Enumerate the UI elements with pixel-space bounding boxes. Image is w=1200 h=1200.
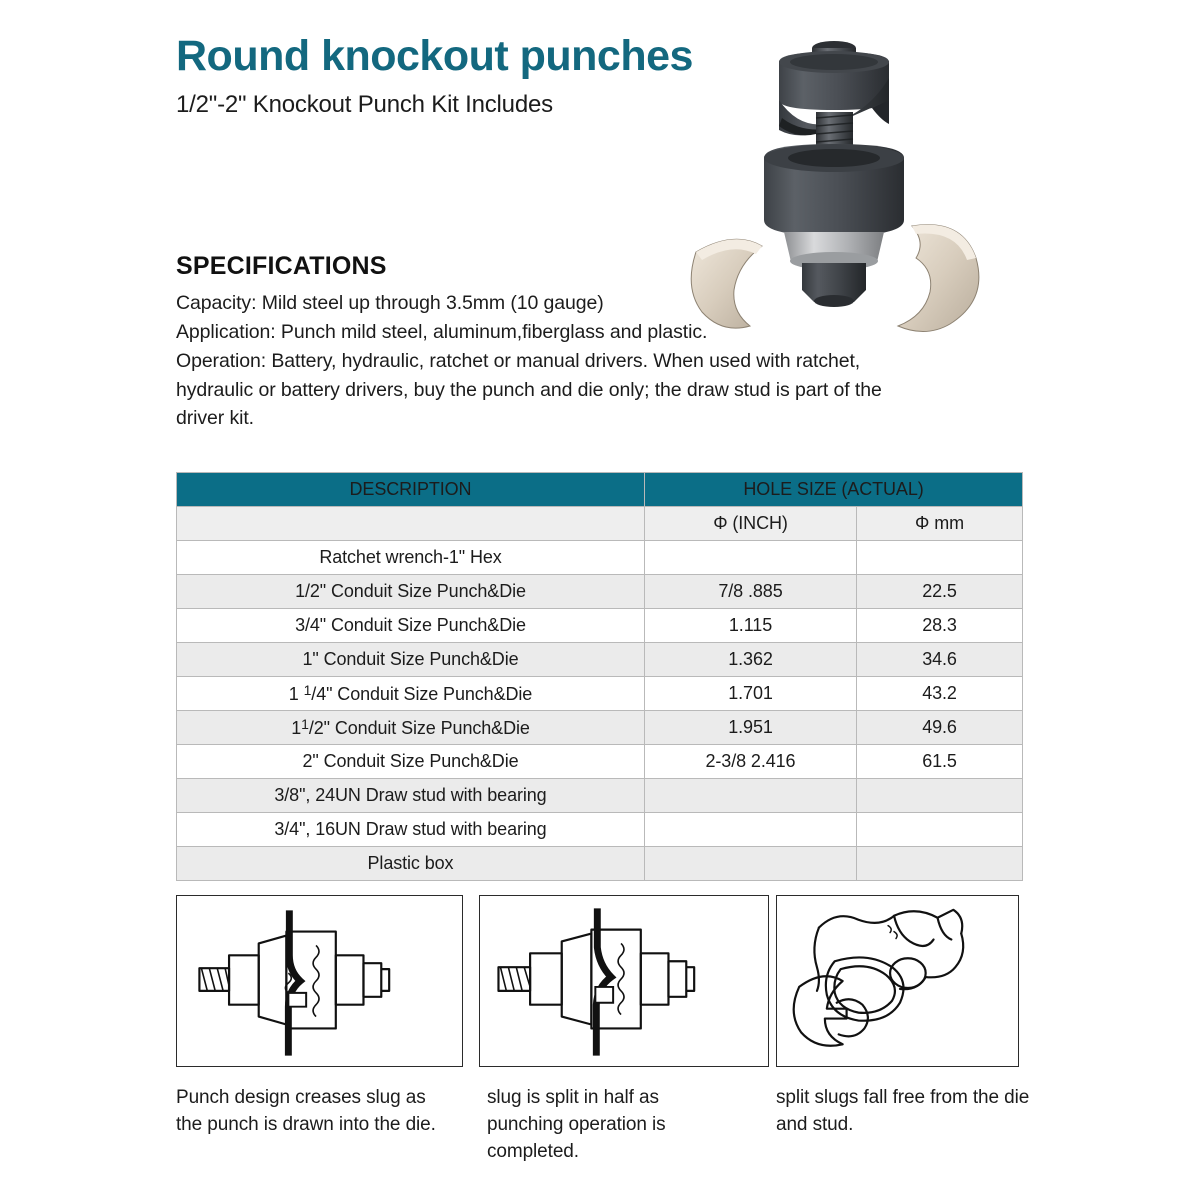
cell-hole-size-mm bbox=[857, 847, 1023, 881]
fraction-numerator: 1 bbox=[301, 716, 309, 733]
cell-description: 1" Conduit Size Punch&Die bbox=[177, 643, 645, 677]
stud-threads bbox=[500, 967, 530, 991]
specifications-heading: SPECIFICATIONS bbox=[176, 252, 387, 280]
cell-hole-size-inch bbox=[645, 779, 857, 813]
cell-hole-size-inch bbox=[645, 813, 857, 847]
sheet-metal-crease bbox=[288, 914, 300, 1052]
page-subtitle: 1/2"-2" Knockout Punch Kit Includes bbox=[176, 91, 553, 119]
diagram-caption-3: split slugs fall free from the die and stud. bbox=[776, 1087, 1030, 1135]
punch-collar bbox=[530, 953, 562, 1004]
diagram-caption-1: Punch design creases slug as the punch is drawn into the die. bbox=[176, 1087, 436, 1135]
split-slug-right bbox=[898, 225, 979, 332]
die-bore bbox=[788, 149, 880, 167]
cell-hole-size-inch bbox=[645, 847, 857, 881]
cell-hole-size-inch bbox=[645, 541, 857, 575]
cell-hole-size-mm: 22.5 bbox=[857, 575, 1023, 609]
die-block bbox=[286, 932, 335, 1029]
cell-hole-size-mm: 49.6 bbox=[857, 711, 1023, 745]
cell-description: $1^1/2$" Conduit Size Punch&Die bbox=[177, 711, 645, 745]
slug-fragment bbox=[288, 993, 306, 1007]
die-nut bbox=[668, 961, 686, 997]
stud-threads bbox=[201, 968, 229, 991]
table-body bbox=[177, 541, 1023, 881]
cell-hole-size-mm bbox=[857, 779, 1023, 813]
spec-operation: Operation: Battery, hydraulic, ratchet or manual drivers. When used with ratchet, hydraulic or battery drivers, buy the punch and die only; the draw stud is part of the driver kit. bbox=[176, 349, 882, 430]
cell-hole-size-mm: 28.3 bbox=[857, 609, 1023, 643]
internal-threads bbox=[618, 943, 624, 1014]
cell-hole-size-mm: 34.6 bbox=[857, 643, 1023, 677]
cell-hole-size-inch: 2-3/8 2.416 bbox=[645, 745, 857, 779]
cell-description: 3/8", 24UN Draw stud with bearing bbox=[177, 779, 645, 813]
hand-right-outline bbox=[926, 934, 964, 978]
subheader-blank bbox=[177, 507, 645, 541]
cell-hole-size-inch: 1.362 bbox=[645, 643, 857, 677]
subheader-mm: Φ mm bbox=[857, 507, 1023, 541]
table-subheader-row bbox=[177, 507, 1023, 541]
table-row bbox=[177, 677, 1023, 711]
table-row bbox=[177, 575, 1023, 609]
table-row bbox=[177, 745, 1023, 779]
cell-description: 3/4", 16UN Draw stud with bearing bbox=[177, 813, 645, 847]
table-row bbox=[177, 779, 1023, 813]
cell-description: Ratchet wrench-1" Hex bbox=[177, 541, 645, 575]
cell-hole-size-mm bbox=[857, 813, 1023, 847]
finger-crease-2 bbox=[938, 918, 952, 940]
cell-hole-size-inch: 1.115 bbox=[645, 609, 857, 643]
punch-collar bbox=[229, 955, 259, 1004]
punch-head bbox=[562, 934, 592, 1025]
diagram-caption-2: slug is split in half as punching operation is completed. bbox=[487, 1087, 666, 1162]
punch-upper-inner-ring bbox=[790, 54, 878, 70]
finger-crease-1 bbox=[894, 916, 934, 946]
cell-description: 3/4" Conduit Size Punch&Die bbox=[177, 609, 645, 643]
table-row bbox=[177, 609, 1023, 643]
punch-head bbox=[259, 936, 287, 1025]
hand-holding-slugs-diagram bbox=[777, 896, 1018, 1066]
cell-description: 1/2" Conduit Size Punch&Die bbox=[177, 575, 645, 609]
slug-split-diagram bbox=[480, 896, 768, 1066]
diagram-panel-2 bbox=[479, 895, 769, 1067]
cell-hole-size-inch: 1.951 bbox=[645, 711, 857, 745]
thumb-outline bbox=[814, 928, 819, 991]
die-collar bbox=[641, 953, 669, 1004]
punch-creasing-slug-diagram bbox=[177, 896, 462, 1066]
cell-hole-size-mm: 43.2 bbox=[857, 677, 1023, 711]
header-hole-size: HOLE SIZE (ACTUAL) bbox=[645, 473, 1023, 507]
table-row bbox=[177, 541, 1023, 575]
cell-hole-size-mm: 61.5 bbox=[857, 745, 1023, 779]
spec-capacity: Capacity: Mild steel up through 3.5mm (10 gauge) bbox=[176, 292, 604, 314]
table-row bbox=[177, 813, 1023, 847]
table-row bbox=[177, 847, 1023, 881]
internal-threads bbox=[313, 945, 319, 1016]
subheader-inch: Φ (INCH) bbox=[645, 507, 857, 541]
diagram-panel-1 bbox=[176, 895, 463, 1067]
table-header-row bbox=[177, 473, 1023, 507]
nut-tip bbox=[686, 967, 694, 991]
specification-table-container bbox=[176, 472, 1022, 881]
nut-tip bbox=[381, 969, 389, 991]
specification-table bbox=[176, 472, 1023, 881]
cell-description: Plastic box bbox=[177, 847, 645, 881]
header-description: DESCRIPTION bbox=[177, 473, 645, 507]
die-nut bbox=[363, 963, 381, 997]
cell-description: 1 $^1$/4" Conduit Size Punch&Die bbox=[177, 677, 645, 711]
spec-application: Application: Punch mild steel, aluminum,fiberglass and plastic. bbox=[176, 320, 708, 343]
sheet-metal-split bbox=[596, 912, 611, 1052]
die-collar bbox=[336, 955, 364, 1004]
cell-hole-size-inch: 1.701 bbox=[645, 677, 857, 711]
page-title: Round knockout punches bbox=[176, 32, 693, 80]
fraction-numerator: 1 bbox=[303, 682, 312, 699]
cell-description: 2" Conduit Size Punch&Die bbox=[177, 745, 645, 779]
cell-hole-size-inch: 7/8 .885 bbox=[645, 575, 857, 609]
table-row bbox=[177, 711, 1023, 745]
table-row bbox=[177, 643, 1023, 677]
specifications-section bbox=[176, 252, 906, 433]
cell-hole-size-mm bbox=[857, 541, 1023, 575]
slug-half bbox=[595, 987, 613, 1003]
knuckle-marks bbox=[888, 926, 897, 939]
diagram-panel-3 bbox=[776, 895, 1019, 1067]
fingertip bbox=[890, 958, 926, 988]
